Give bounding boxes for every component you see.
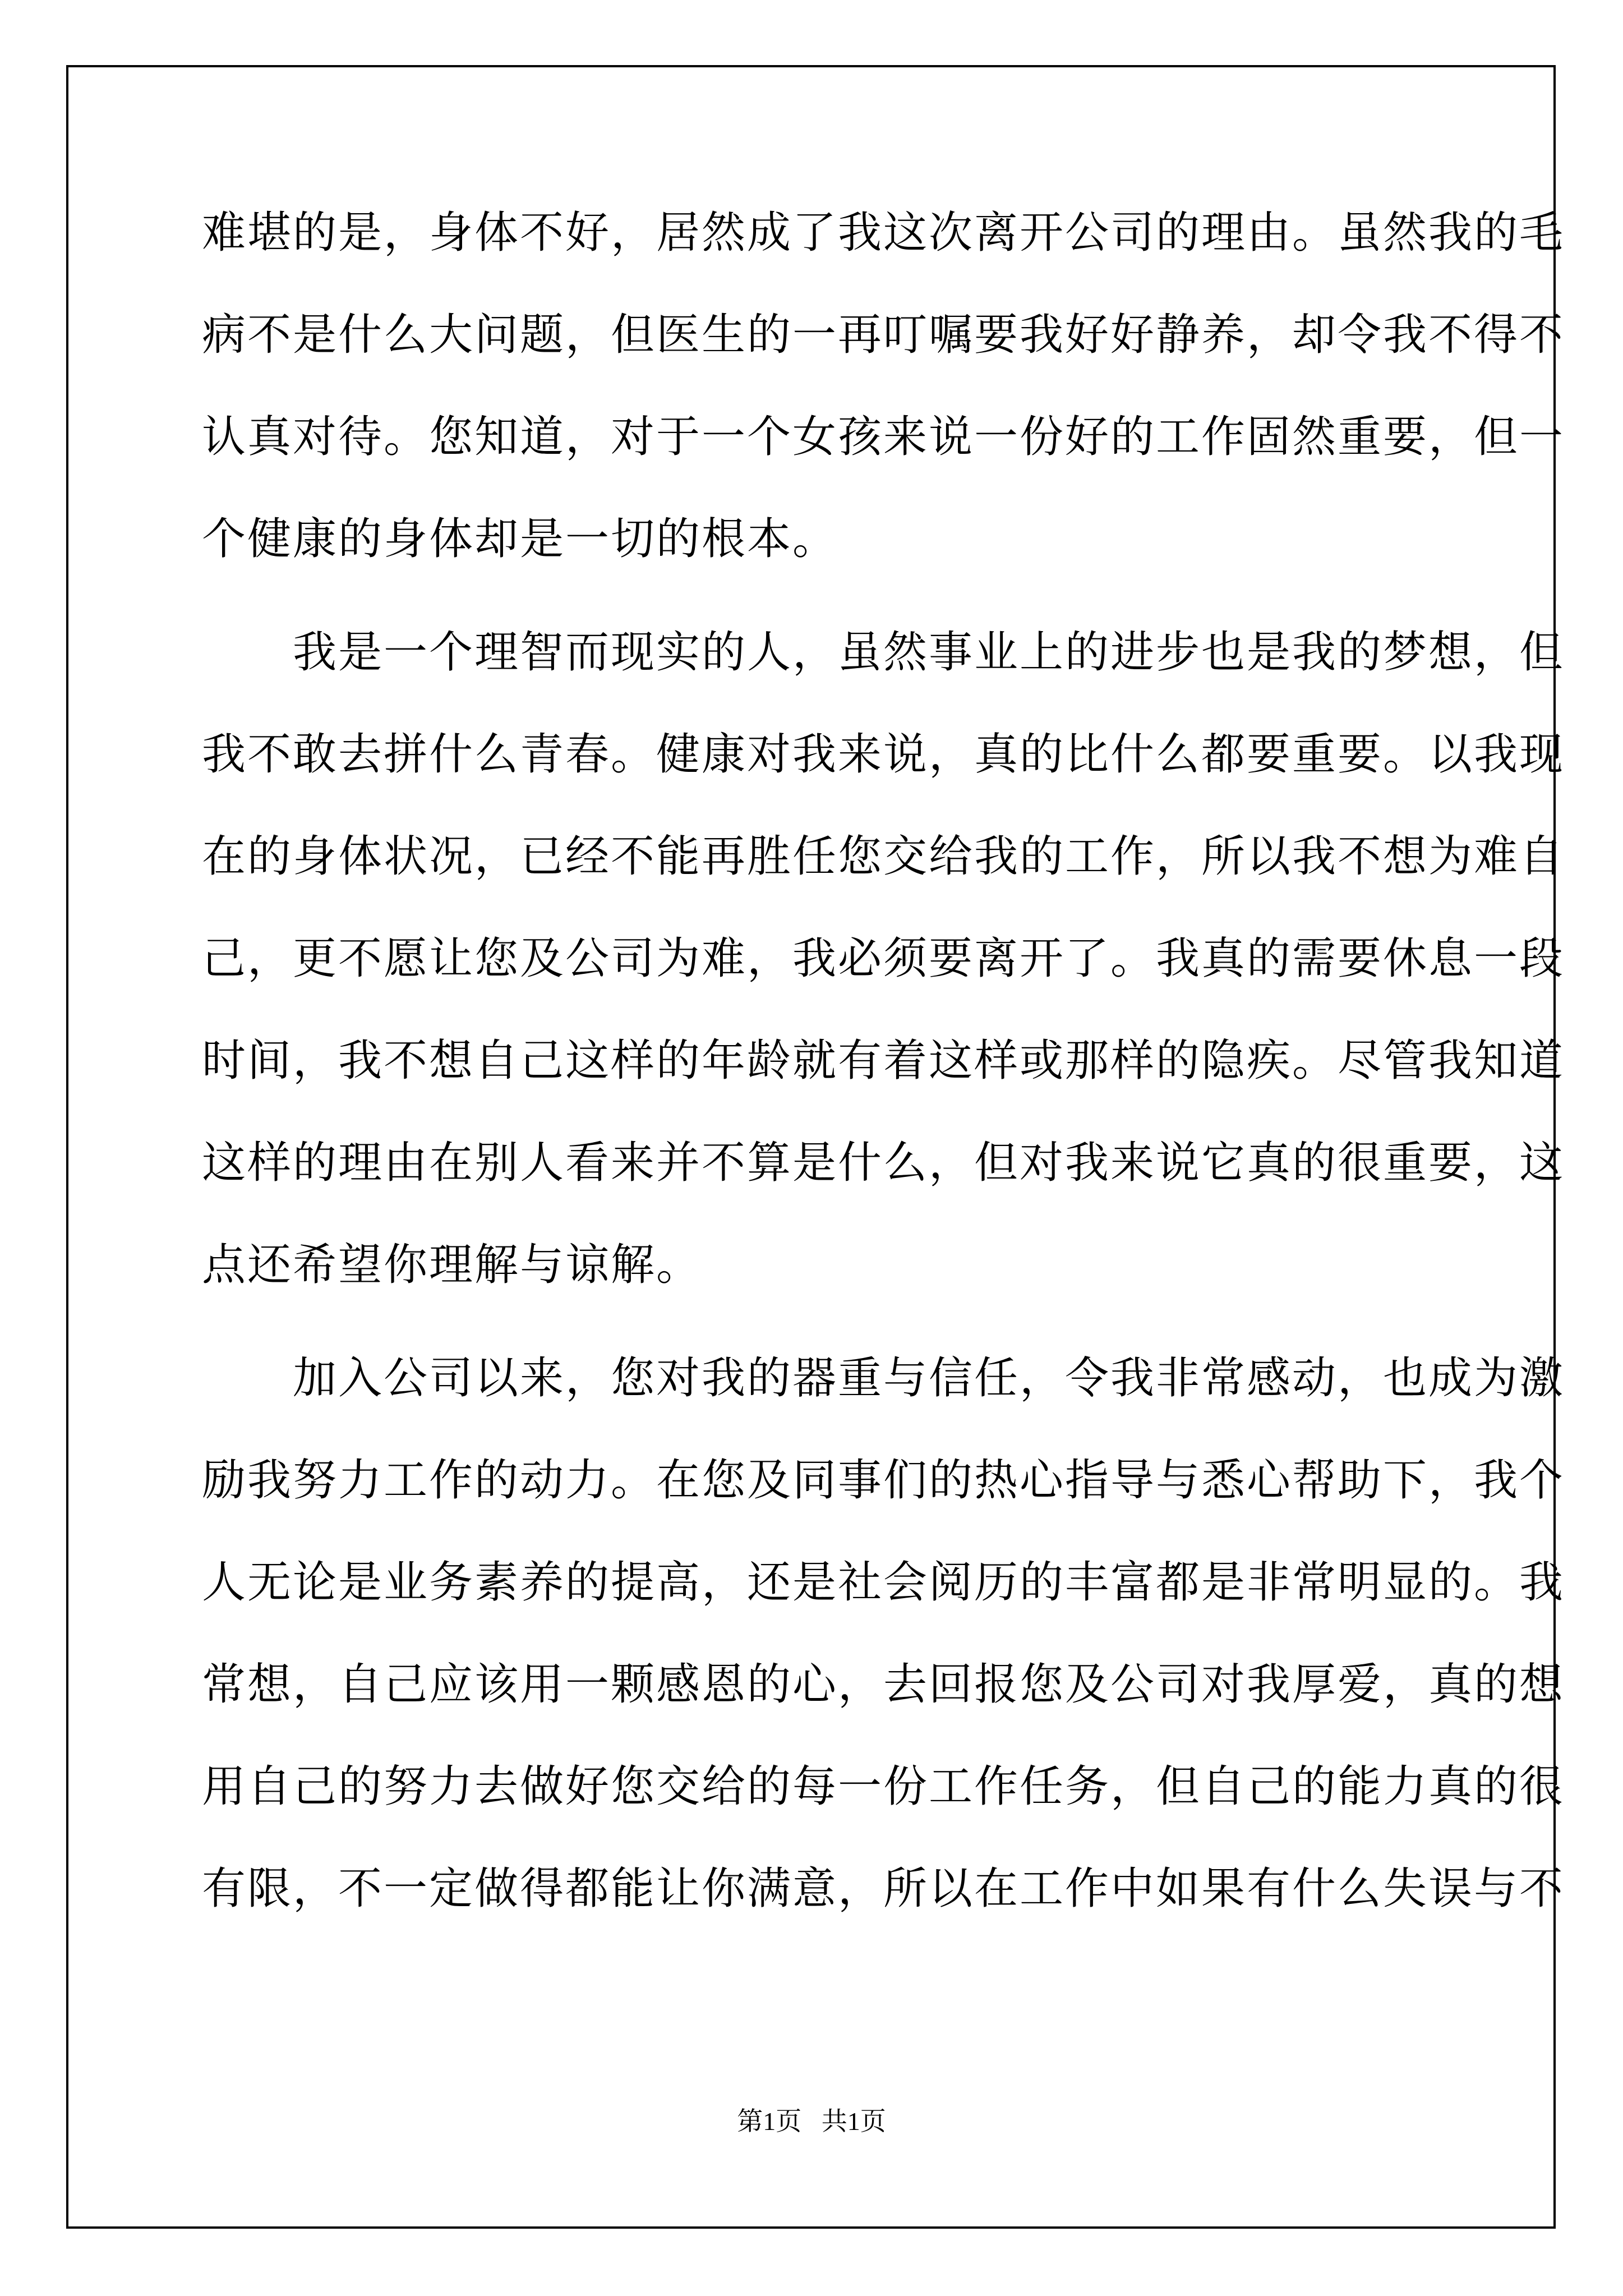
text-line: 有限，不一定做得都能让你满意，所以在工作中如果有什么失误与不: [202, 1864, 1565, 1914]
page-number: 第1页: [737, 2107, 802, 2136]
text-line: 认真对待。您知道，对于一个女孩来说一份好的工作固然重要，但一: [202, 412, 1565, 462]
text-line: 个健康的身体却是一切的根本。: [202, 514, 838, 564]
text-line: 这样的理由在别人看来并不算是什么，但对我来说它真的很重要，这: [202, 1138, 1565, 1188]
text-line: 病不是什么大问题，但医生的一再叮嘱要我好好静养，却令我不得不: [202, 310, 1565, 360]
page-total: 共1页: [821, 2107, 886, 2136]
text-line: 点还希望你理解与谅解。: [202, 1240, 702, 1290]
text-line: 在的身体状况，已经不能再胜任您交给我的工作，所以我不想为难自: [202, 831, 1565, 882]
text-line: 用自己的努力去做好您交给的每一份工作任务，但自己的能力真的很: [202, 1761, 1565, 1812]
text-line: 人无论是业务素养的提高，还是社会阅历的丰富都是非常明显的。我: [202, 1557, 1565, 1608]
text-line: 我是一个理智而现实的人，虽然事业上的进步也是我的梦想，但: [202, 627, 1565, 678]
text-line: 难堪的是，身体不好，居然成了我这次离开公司的理由。虽然我的毛: [202, 208, 1565, 258]
page-footer: [0, 2105, 1623, 2138]
text-line: 常想，自己应该用一颗感恩的心，去回报您及公司对我厚爱，真的想: [202, 1659, 1565, 1710]
text-line: 时间，我不想自己这样的年龄就有着这样或那样的隐疾。尽管我知道: [202, 1036, 1565, 1086]
text-line: 我不敢去拼什么青春。健康对我来说，真的比什么都要重要。以我现: [202, 729, 1565, 780]
text-line: 励我努力工作的动力。在您及同事们的热心指导与悉心帮助下，我个: [202, 1455, 1565, 1506]
text-line: 加入公司以来，您对我的器重与信任，令我非常感动，也成为激: [202, 1353, 1565, 1404]
text-line: 己，更不愿让您及公司为难，我必须要离开了。我真的需要休息一段: [202, 933, 1565, 984]
